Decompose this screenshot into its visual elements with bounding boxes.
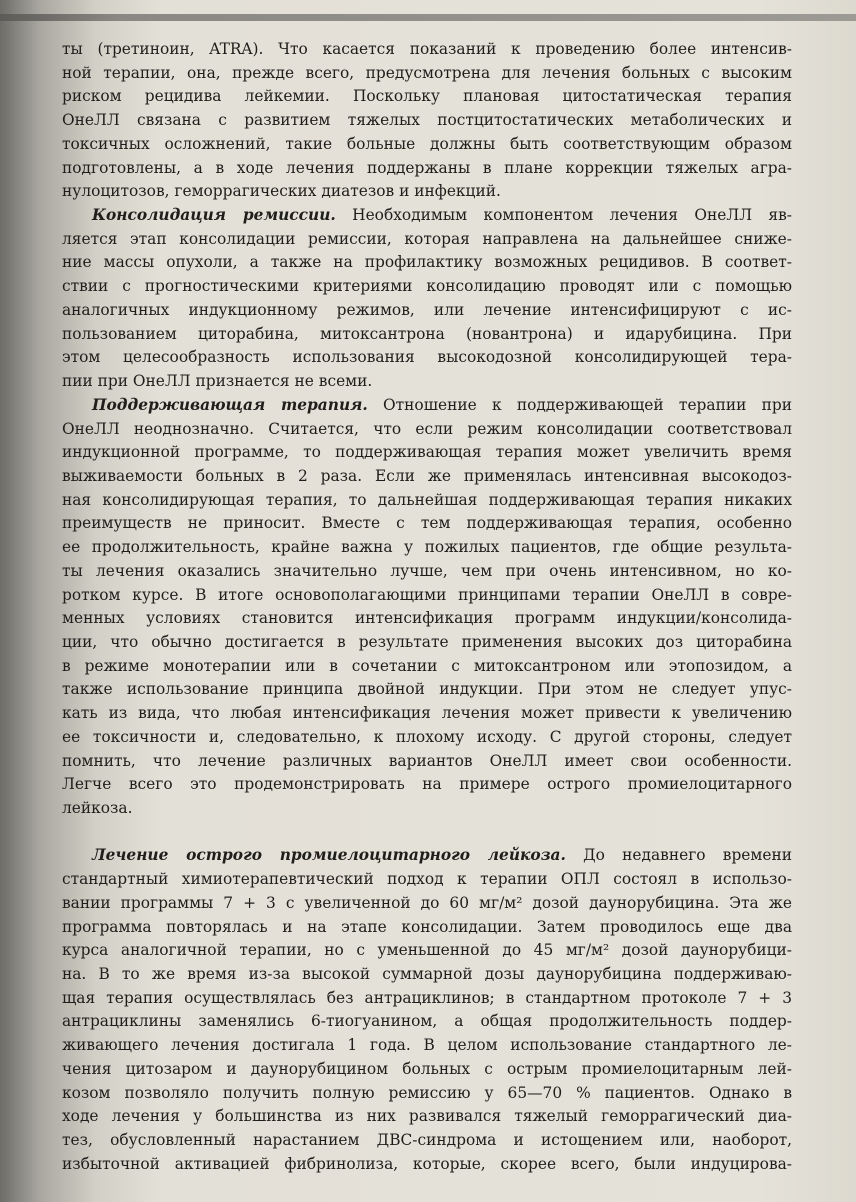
text-line: курса аналогичной терапии, но с уменьшенной до 45 мг/м² дозой даунорубици-	[62, 941, 792, 960]
text-line: нулоцитозов, геморрагических диатезов и инфекций.	[62, 182, 501, 201]
text-line: ние массы опухоли, а также на профилактику возможных рецидивов. В соответ-	[62, 253, 792, 272]
text-line: на. В то же время из-за высокой суммарной дозы даунорубицина поддерживаю-	[62, 965, 792, 984]
text-line: ее продолжительность, крайне важна у пожилых пациентов, где общие результа-	[62, 538, 792, 557]
text-line: живающего лечения достигала 1 года. В целом использование стандартного ле-	[62, 1036, 792, 1055]
text-line: преимуществ не приносит. Вместе с тем поддерживающая терапия, особенно	[62, 514, 792, 533]
text-line: ной терапии, она, прежде всего, предусмотрена для лечения больных с высоким	[62, 63, 792, 82]
text-line: ротком курсе. В итоге основополагающими принципами терапии ОнеЛЛ в совре-	[62, 585, 792, 604]
text-line: кать из вида, что любая интенсификация лечения может привести к увеличению	[62, 704, 792, 723]
section-heading: Лечение острого промиелоцитарного лейкоза.	[92, 846, 566, 865]
paragraph-first-line	[62, 394, 792, 418]
text-line: избыточной активацией фибринолиза, которые, скорее всего, были индуцирова-	[62, 1154, 792, 1173]
text-line: ляется этап консолидации ремиссии, которая направлена на дальнейшее сниже-	[62, 229, 792, 248]
text-line: пии при ОнеЛЛ признается не всеми.	[62, 372, 373, 391]
text-line: риском рецидива лейкемии. Поскольку плановая цитостатическая терапия	[62, 87, 792, 106]
text-line: ная консолидирующая терапия, то дальнейшая поддерживающая терапия никаких	[62, 490, 792, 509]
text-run: Отношение к поддерживающей терапии при	[367, 395, 792, 414]
text-line: помнить, что лечение различных вариантов ОнеЛЛ имеет свои особенности.	[62, 751, 792, 770]
text-line: тез, обусловленный нарастанием ДВС-синдрома и истощением или, наоборот,	[62, 1131, 792, 1150]
text-line: этом целесообразность использования высокодозной консолидирующей тера-	[62, 348, 792, 367]
text-line: ОнеЛЛ связана с развитием тяжелых постцитостатических метаболических и	[62, 111, 792, 130]
text-line: выживаемости больных в 2 раза. Если же применялась интенсивная высокодоз-	[62, 466, 792, 485]
text-line: ты лечения оказались значительно лучше, чем при очень интенсивном, но ко-	[62, 561, 792, 580]
text-line: ОнеЛЛ неоднозначно. Считается, что если режим консолидации соответствовал	[62, 419, 792, 438]
text-run: До недавнего времени	[565, 846, 792, 865]
text-line: в режиме монотерапии или в сочетании с митоксантроном или этопозидом, а	[62, 656, 792, 675]
text-line	[62, 1177, 792, 1201]
text-line: ходе лечения у большинства из них развивался тяжелый геморрагический диа-	[62, 1107, 792, 1126]
text-line: ты (третиноин, ATRA). Что касается показаний к проведению более интенсив-	[62, 40, 792, 58]
text-line: антрациклины заменялись 6-тиогуанином, а общая продолжительность поддер-	[62, 1012, 792, 1031]
text-line: индукционной программе, то поддерживающая терапия может увеличить время	[62, 443, 792, 462]
text-line: аналогичных индукционному режимов, или лечение интенсифицируют с ис-	[62, 300, 792, 319]
section-heading: Поддерживающая терапия.	[92, 395, 368, 414]
text-line: лейкоза.	[62, 799, 133, 817]
text-line: пользованием циторабина, митоксантрона (новантрона) и идарубицина. При	[62, 324, 792, 343]
text-line: стандартный химиотерапевтический подход к терапии ОПЛ состоял в использо-	[62, 870, 792, 889]
paragraph-first-line	[62, 844, 792, 868]
text-line: менных условиях становится интенсификация программ индукции/консолида-	[62, 609, 792, 628]
text-line: подготовлены, а в ходе лечения поддержаны в плане коррекции тяжелых агра-	[62, 158, 792, 177]
text-line: щая терапия осуществлялась без антрациклинов; в стандартном протоколе 7 + 3	[62, 988, 792, 1007]
text-run: Необходимым компонентом лечения ОнеЛЛ яв-	[335, 206, 792, 225]
paragraph-first-line	[62, 204, 792, 228]
text-line: программа повторялась и на этапе консолидации. Затем проводилось еще два	[62, 917, 792, 936]
text-line: чения цитозаром и даунорубицином больных с острым промиелоцитарным лей-	[62, 1059, 792, 1078]
text-line	[62, 821, 792, 845]
text-line: козом позволяло получить полную ремиссию у 65—70 % пациентов. Однако в	[62, 1083, 792, 1102]
text-line: ее токсичности и, следовательно, к плохому исходу. С другой стороны, следует	[62, 727, 792, 746]
text-line: токсичных осложнений, такие больные должны быть соответствующим образом	[62, 134, 792, 153]
text-line: также использование принципа двойной индукции. При этом не следует упус-	[62, 680, 792, 699]
text-line: вании программы 7 + 3 с увеличенной до 60 мг/м² дозой даунорубицина. Эта же	[62, 893, 792, 912]
text-line: Легче всего это продемонстрировать на примере острого промиелоцитарного	[62, 775, 792, 794]
page-text	[62, 38, 792, 1200]
page-top-rule	[0, 14, 856, 21]
text-line: ствии с прогностическими критериями консолидацию проводят или с помощью	[62, 277, 792, 296]
section-heading: Консолидация ремиссии.	[92, 206, 336, 225]
text-line: ции, что обычно достигается в результате применения высоких доз циторабина	[62, 632, 792, 651]
